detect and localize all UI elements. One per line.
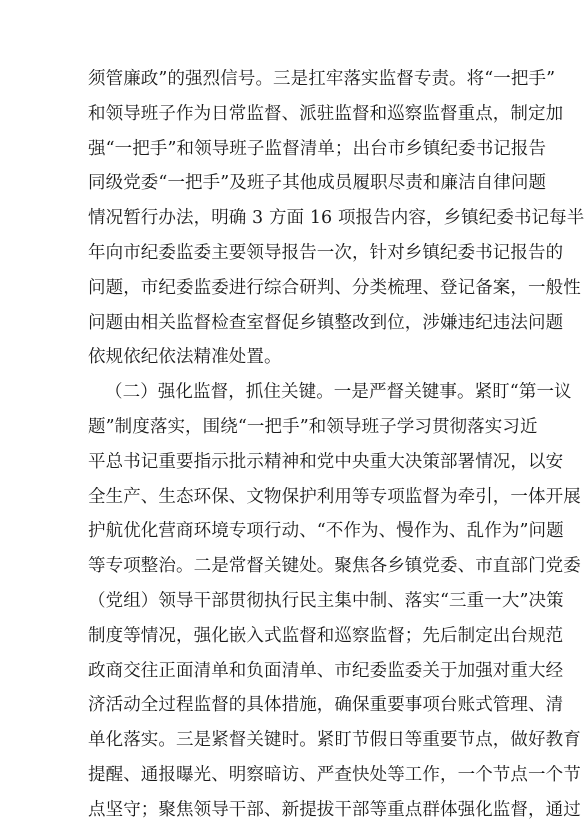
text-line: 政商交往正面清单和负面清单、市纪委监委关于加强对重大经: [88, 660, 564, 681]
text-line: （党组）领导干部贯彻执行民主集中制、落实“三重一大”决策: [88, 590, 564, 611]
paragraph-supervision-duty: [88, 62, 585, 375]
text-line: 问题，市纪委监委进行综合研判、分类梳理、登记备案，一般性: [88, 277, 581, 298]
paragraph-strengthen-supervision: [88, 375, 581, 827]
text-line: 护航优化营商环境专项行动、“不作为、慢作为、乱作为”问题: [88, 521, 564, 542]
text-line: 问题由相关监督检查室督促乡镇整改到位，涉嫌违纪违法问题: [88, 312, 564, 333]
text-line: 点坚守；聚焦领导干部、新提拔干部等重点群体强化监督，通过: [88, 799, 581, 820]
text-line: 等专项整治。二是常督关键处。聚焦各乡镇党委、市直部门党委: [88, 556, 581, 577]
text-line: 情况暂行办法，明确 3 方面 16 项报告内容，乡镇纪委书记每半: [88, 208, 585, 229]
text-line: 同级党委“一把手”及班子其他成员履职尽责和廉洁自律问题: [88, 173, 547, 194]
text-line: 制度等情况，强化嵌入式监督和巡察监督；先后制定出台规范: [88, 625, 564, 646]
body-text: [88, 62, 585, 828]
text-line: 平总书记重要指示批示精神和党中央重大决策部署情况，以安: [88, 451, 564, 472]
text-line: 年向市纪委监委主要领导报告一次，针对乡镇纪委书记报告的: [88, 242, 564, 263]
text-line: （二）强化监督，抓住关键。一是严督关键事。紧盯“第一议: [105, 382, 572, 403]
text-line: 题”制度落实，围绕“一把手”和领导班子学习贯彻落实习近: [88, 416, 538, 437]
text-line: 全生产、生态环保、文物保护利用等专项监督为牵引，一体开展: [88, 486, 581, 507]
text-line: 单化落实。三是紧督关键时。紧盯节假日等重要节点，做好教育: [88, 730, 581, 751]
text-line: 强“一把手”和领导班子监督清单；出台市乡镇纪委书记报告: [88, 138, 547, 159]
text-line: 济活动全过程监督的具体措施，确保重要事项台账式管理、清: [88, 695, 564, 716]
text-line: 和领导班子作为日常监督、派驻监督和巡察监督重点，制定加: [88, 103, 564, 124]
text-line: 提醒、通报曝光、明察暗访、严查快处等工作，一个节点一个节: [88, 764, 581, 785]
text-line: 依规依纪依法精准处置。: [88, 347, 282, 368]
text-line: 须管廉政”的强烈信号。三是扛牢落实监督专责。将“一把手”: [88, 69, 556, 89]
